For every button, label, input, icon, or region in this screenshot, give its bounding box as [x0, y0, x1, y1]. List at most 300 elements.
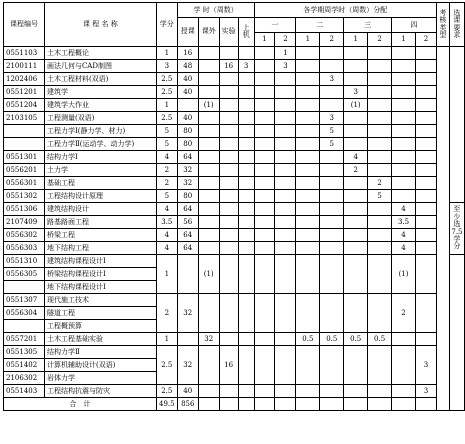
extracurricular-hours: [198, 398, 219, 411]
semester-hours: [275, 125, 296, 138]
credits-cell: 1: [156, 333, 177, 346]
credits-cell: 49.5: [156, 398, 177, 411]
header-assessment: 考核类型: [436, 3, 449, 47]
table-row: [4, 255, 465, 268]
course-code: 0556302: [4, 229, 45, 242]
computer-hours: [238, 138, 254, 151]
lab-hours: [219, 203, 238, 216]
header-term: 2: [320, 33, 344, 47]
table-row: [4, 177, 465, 190]
lab-hours: [219, 125, 238, 138]
extracurricular-hours: [198, 190, 219, 203]
header-term: 2: [275, 33, 296, 47]
lecture-hours: 80: [177, 138, 198, 151]
lecture-hours: 856: [177, 398, 198, 411]
semester-hours: [275, 255, 296, 294]
table-row: [4, 398, 465, 411]
semester-hours: [275, 294, 296, 333]
semester-hours: [392, 86, 416, 99]
course-code: 0551302: [4, 190, 45, 203]
semester-hours: [368, 151, 392, 164]
semester-hours: [320, 346, 344, 385]
semester-hours: [254, 99, 275, 112]
semester-hours: 2: [344, 164, 368, 177]
table-row: [4, 190, 465, 203]
course-code: 2103105: [4, 112, 45, 125]
semester-hours: [344, 346, 368, 385]
semester-hours: [415, 47, 436, 60]
semester-hours: [320, 385, 344, 398]
extracurricular-hours: [198, 216, 219, 229]
table-row: [4, 112, 465, 125]
total-label: 合 计: [4, 398, 157, 411]
semester-hours: [415, 151, 436, 164]
lecture-hours: [177, 333, 198, 346]
semester-hours: [344, 138, 368, 151]
semester-hours: [392, 164, 416, 177]
course-code: 0551402: [4, 359, 45, 372]
course-code: 0551301: [4, 151, 45, 164]
lecture-hours: 32: [177, 177, 198, 190]
semester-hours: [368, 242, 392, 255]
semester-hours: [415, 294, 436, 333]
semester-hours: [275, 333, 296, 346]
semester-hours: [254, 190, 275, 203]
table-row: [4, 216, 465, 229]
semester-hours: [296, 242, 320, 255]
extracurricular-hours: [198, 112, 219, 125]
semester-hours: 0.5: [368, 333, 392, 346]
semester-hours: [415, 112, 436, 125]
semester-hours: 0.5: [296, 333, 320, 346]
credits-cell: 2: [156, 164, 177, 177]
elective-note: 至少选7.5学分: [449, 203, 464, 255]
semester-hours: [392, 385, 416, 398]
course-name: 岩体力学: [44, 372, 156, 385]
semester-hours: 2: [368, 177, 392, 190]
semester-hours: [254, 242, 275, 255]
computer-hours: [238, 294, 254, 333]
semester-hours: [392, 151, 416, 164]
header-year: 二: [296, 18, 344, 33]
header-term: 2: [415, 33, 436, 47]
header-extracurricular: 课外: [198, 18, 219, 47]
semester-hours: [254, 138, 275, 151]
semester-hours: [415, 138, 436, 151]
course-code: 0551306: [4, 203, 45, 216]
credits-cell: 4: [156, 242, 177, 255]
lecture-hours: 64: [177, 151, 198, 164]
lecture-hours: [177, 255, 198, 294]
semester-hours: [296, 216, 320, 229]
semester-hours: [392, 333, 416, 346]
semester-hours: 4: [344, 151, 368, 164]
curriculum-table: [3, 2, 465, 411]
extracurricular-hours: [198, 294, 219, 333]
semester-hours: [254, 255, 275, 294]
course-code: 0556305: [4, 268, 45, 281]
semester-hours: 5: [320, 138, 344, 151]
header-lab: 实验: [219, 18, 238, 47]
semester-hours: [296, 294, 320, 333]
lab-hours: [219, 151, 238, 164]
computer-hours: [238, 86, 254, 99]
table-row: [4, 385, 465, 398]
course-code: 2100111: [4, 60, 45, 73]
semester-hours: [392, 138, 416, 151]
credits-cell: 1: [156, 47, 177, 60]
semester-hours: [254, 346, 275, 385]
semester-hours: [296, 164, 320, 177]
semester-hours: [320, 203, 344, 216]
semester-hours: [320, 99, 344, 112]
semester-hours: [344, 177, 368, 190]
semester-hours: [368, 255, 392, 294]
header-year: 一: [254, 18, 296, 33]
course-name: 结构力学Ⅱ: [44, 346, 156, 359]
semester-hours: 3: [415, 346, 436, 385]
course-code: [4, 125, 45, 138]
semester-hours: [254, 112, 275, 125]
header-hours-group: 学 时（周数）: [177, 3, 254, 18]
semester-hours: [344, 294, 368, 333]
semester-hours: [368, 86, 392, 99]
course-code: 0556301: [4, 177, 45, 190]
semester-hours: [415, 216, 436, 229]
extracurricular-hours: [198, 385, 219, 398]
header-course-code: 课程编号: [4, 3, 45, 47]
semester-hours: [254, 203, 275, 216]
semester-hours: [368, 385, 392, 398]
semester-hours: [320, 60, 344, 73]
semester-hours: [296, 151, 320, 164]
table-row: [4, 3, 465, 18]
semester-hours: [275, 398, 296, 411]
semester-hours: 4: [392, 229, 416, 242]
header-semester-group: 各学期周学时（周数）分配: [254, 3, 436, 18]
semester-hours: [344, 47, 368, 60]
semester-hours: [296, 112, 320, 125]
header-year: 三: [344, 18, 392, 33]
lecture-hours: [177, 99, 198, 112]
lecture-hours: 80: [177, 190, 198, 203]
credits-cell: 2: [156, 294, 177, 333]
lab-hours: [219, 177, 238, 190]
computer-hours: [238, 216, 254, 229]
course-name: 土木工程基础实验: [44, 333, 156, 346]
semester-hours: [254, 151, 275, 164]
semester-hours: [254, 164, 275, 177]
computer-hours: [238, 190, 254, 203]
semester-hours: [296, 255, 320, 294]
semester-hours: [344, 398, 368, 411]
semester-hours: [344, 229, 368, 242]
table-row: [4, 346, 465, 359]
credits-cell: 1: [156, 255, 177, 294]
semester-hours: 3: [415, 385, 436, 398]
lecture-hours: 80: [177, 125, 198, 138]
semester-hours: 5: [368, 190, 392, 203]
extracurricular-hours: [198, 229, 219, 242]
header-electives: 选课要求: [449, 3, 464, 47]
extracurricular-hours: [198, 203, 219, 216]
semester-hours: [344, 73, 368, 86]
semester-hours: [254, 216, 275, 229]
credits-cell: 5: [156, 190, 177, 203]
table-row: [4, 86, 465, 99]
semester-hours: [344, 125, 368, 138]
computer-hours: [238, 203, 254, 216]
header-lecture: 授课: [177, 18, 198, 47]
course-name: 土木工程概论: [44, 47, 156, 60]
credits-cell: 2.5: [156, 112, 177, 125]
semester-hours: [254, 398, 275, 411]
semester-hours: [275, 99, 296, 112]
semester-hours: [344, 190, 368, 203]
lecture-hours: 48: [177, 60, 198, 73]
semester-hours: [415, 255, 436, 294]
semester-hours: [415, 99, 436, 112]
semester-hours: [392, 60, 416, 73]
course-name: 工程结构设计原理: [44, 190, 156, 203]
semester-hours: 3: [320, 112, 344, 125]
computer-hours: 3: [238, 60, 254, 73]
semester-hours: [275, 177, 296, 190]
semester-hours: 4: [392, 203, 416, 216]
semester-hours: [368, 73, 392, 86]
header-year: 四: [392, 18, 437, 33]
semester-hours: [320, 164, 344, 177]
semester-hours: [254, 60, 275, 73]
semester-hours: [344, 216, 368, 229]
semester-hours: [296, 60, 320, 73]
semester-hours: [275, 73, 296, 86]
computer-hours: [238, 112, 254, 125]
lab-hours: [219, 190, 238, 203]
semester-hours: [320, 398, 344, 411]
table-row: [4, 242, 465, 255]
course-code: 1202406: [4, 73, 45, 86]
course-name: 桥梁结构课程设计Ⅰ: [44, 268, 156, 281]
semester-hours: [320, 216, 344, 229]
course-name: 建筑结构设计: [44, 203, 156, 216]
course-code: 2106302: [4, 372, 45, 385]
credits-cell: 1: [156, 99, 177, 112]
course-code: 2107409: [4, 216, 45, 229]
semester-hours: [320, 190, 344, 203]
table-row: [4, 47, 465, 60]
course-name: 土木工程材料(双语): [44, 73, 156, 86]
table-row: [4, 333, 465, 346]
computer-hours: [238, 385, 254, 398]
extracurricular-hours: [198, 138, 219, 151]
semester-hours: 3: [275, 60, 296, 73]
computer-hours: [238, 346, 254, 385]
semester-hours: [275, 112, 296, 125]
semester-hours: [275, 242, 296, 255]
lab-hours: 16: [219, 346, 238, 385]
semester-hours: [368, 216, 392, 229]
course-code: 0551103: [4, 47, 45, 60]
course-name: 地下结构课程设计Ⅰ: [44, 281, 156, 294]
table-row: [4, 99, 465, 112]
lab-hours: [219, 294, 238, 333]
semester-hours: [296, 99, 320, 112]
semester-hours: 4: [392, 242, 416, 255]
lecture-hours: 40: [177, 73, 198, 86]
course-name: 工程结构抗震与防灾: [44, 385, 156, 398]
extracurricular-hours: [198, 164, 219, 177]
semester-hours: [344, 242, 368, 255]
semester-hours: [254, 86, 275, 99]
lecture-hours: 64: [177, 203, 198, 216]
course-code: 0551307: [4, 294, 45, 307]
semester-hours: [275, 229, 296, 242]
table-row: [4, 73, 465, 86]
semester-hours: [344, 385, 368, 398]
course-name: 工程测量(双语): [44, 112, 156, 125]
semester-hours: [392, 112, 416, 125]
semester-hours: [344, 255, 368, 294]
extracurricular-hours: [198, 86, 219, 99]
assessment-cell: [436, 47, 449, 411]
credits-cell: 2.5: [156, 73, 177, 86]
semester-hours: [368, 47, 392, 60]
header-computer: 上机: [238, 18, 254, 47]
course-name: 土力学: [44, 164, 156, 177]
semester-hours: [296, 73, 320, 86]
semester-hours: 3.5: [392, 216, 416, 229]
course-name: 计算机辅助设计(双语): [44, 359, 156, 372]
semester-hours: [254, 73, 275, 86]
course-code: 0557201: [4, 333, 45, 346]
header-course-name: 课 程 名 称: [44, 3, 156, 47]
semester-hours: [254, 125, 275, 138]
semester-hours: [368, 229, 392, 242]
extracurricular-hours: [198, 177, 219, 190]
course-name: 画法几何与CAD制图: [44, 60, 156, 73]
extracurricular-hours: [198, 73, 219, 86]
semester-hours: [254, 333, 275, 346]
semester-hours: 3: [320, 73, 344, 86]
extracurricular-hours: [198, 346, 219, 385]
semester-hours: [415, 73, 436, 86]
course-name: 工程力学Ⅰ(静力学、材力): [44, 125, 156, 138]
credits-cell: 5: [156, 125, 177, 138]
lecture-hours: 40: [177, 112, 198, 125]
semester-hours: [368, 398, 392, 411]
course-code: [4, 320, 45, 333]
credits-cell: 4: [156, 203, 177, 216]
semester-hours: [320, 47, 344, 60]
semester-hours: [415, 333, 436, 346]
lab-hours: [219, 229, 238, 242]
table-row: [4, 151, 465, 164]
semester-hours: [368, 112, 392, 125]
header-term: 1: [296, 33, 320, 47]
semester-hours: [415, 190, 436, 203]
semester-hours: [275, 164, 296, 177]
table-row: [4, 60, 465, 73]
semester-hours: [415, 125, 436, 138]
semester-hours: [320, 242, 344, 255]
semester-hours: 0.5: [344, 333, 368, 346]
semester-hours: [275, 86, 296, 99]
semester-hours: 1: [275, 47, 296, 60]
semester-hours: [254, 229, 275, 242]
semester-hours: [320, 294, 344, 333]
course-name: 桥梁工程: [44, 229, 156, 242]
extracurricular-hours: [198, 125, 219, 138]
semester-hours: [415, 164, 436, 177]
credits-cell: 2.5: [156, 385, 177, 398]
semester-hours: 0.5: [320, 333, 344, 346]
course-code: 0556304: [4, 307, 45, 320]
semester-hours: [415, 398, 436, 411]
electives-upper: [449, 47, 464, 203]
table-row: [4, 229, 465, 242]
semester-hours: [320, 229, 344, 242]
credits-cell: 3: [156, 60, 177, 73]
lab-hours: [219, 73, 238, 86]
semester-hours: [275, 203, 296, 216]
course-name: 建筑学大作业: [44, 99, 156, 112]
computer-hours: [238, 125, 254, 138]
course-code: 0551204: [4, 99, 45, 112]
computer-hours: [238, 47, 254, 60]
course-code: [4, 281, 45, 294]
semester-hours: [344, 112, 368, 125]
semester-hours: [296, 398, 320, 411]
lab-hours: [219, 333, 238, 346]
semester-hours: [296, 190, 320, 203]
computer-hours: [238, 99, 254, 112]
course-code: 0551305: [4, 346, 45, 359]
lecture-hours: 40: [177, 86, 198, 99]
credits-cell: 4: [156, 229, 177, 242]
extracurricular-hours: [198, 47, 219, 60]
semester-hours: [392, 177, 416, 190]
computer-hours: [238, 164, 254, 177]
lab-hours: [219, 255, 238, 294]
semester-hours: [392, 346, 416, 385]
semester-hours: [368, 60, 392, 73]
lecture-hours: 16: [177, 47, 198, 60]
semester-hours: [296, 125, 320, 138]
lab-hours: [219, 47, 238, 60]
lab-hours: [219, 398, 238, 411]
course-code: 0556201: [4, 164, 45, 177]
header-term: 1: [344, 33, 368, 47]
semester-hours: [344, 203, 368, 216]
semester-hours: [275, 216, 296, 229]
lab-hours: [219, 112, 238, 125]
semester-hours: [392, 99, 416, 112]
extracurricular-hours: 32: [198, 333, 219, 346]
course-name: 隧道工程: [44, 307, 156, 320]
computer-hours: [238, 398, 254, 411]
semester-hours: [344, 60, 368, 73]
semester-hours: [320, 86, 344, 99]
course-code: 0551310: [4, 255, 45, 268]
semester-hours: [415, 229, 436, 242]
computer-hours: [238, 255, 254, 294]
semester-hours: [296, 346, 320, 385]
header-term: 1: [392, 33, 416, 47]
semester-hours: [368, 125, 392, 138]
course-name: 现代施工技术: [44, 294, 156, 307]
computer-hours: [238, 151, 254, 164]
